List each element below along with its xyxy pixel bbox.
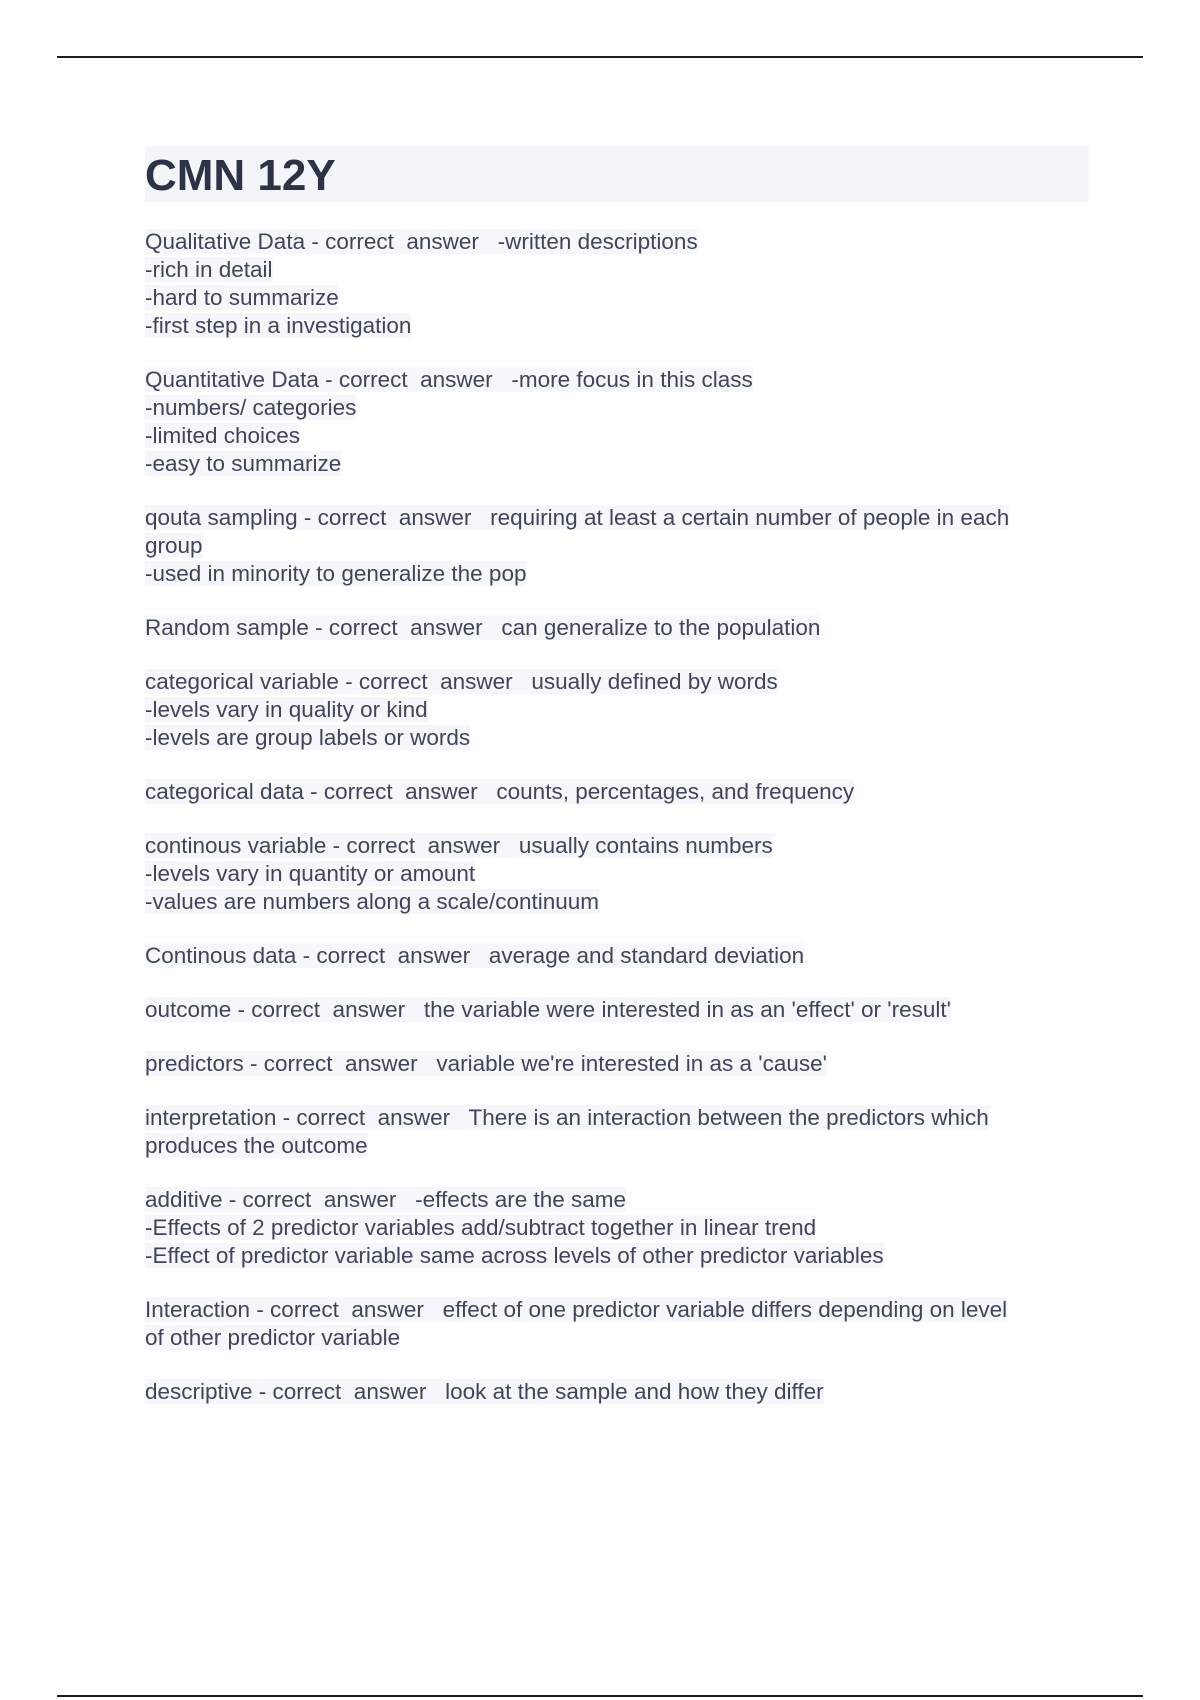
entry-text: -Effect of predictor variable same across levels of other predictor variables <box>145 1243 884 1268</box>
entry-text: group <box>145 533 203 558</box>
entry-term-line <box>145 668 1089 696</box>
entry-text: descriptive - correct answer look at the sample and how they differ <box>145 1379 824 1404</box>
flashcard-entry <box>145 1296 1089 1352</box>
entry-text: -levels vary in quantity or amount <box>145 861 476 886</box>
entry-detail-line <box>145 888 1089 916</box>
entry-text: outcome - correct answer the variable were interested in as an 'effect' or 'result' <box>145 997 951 1022</box>
entry-term-line <box>145 614 1089 642</box>
entry-text: Qualitative Data - correct answer -written descriptions <box>145 229 698 254</box>
entry-term-line <box>145 1378 1089 1406</box>
entry-detail-line <box>145 1214 1089 1242</box>
flashcard-entry <box>145 942 1089 970</box>
entry-term-line <box>145 778 1089 806</box>
flashcard-entry <box>145 778 1089 806</box>
entry-text: -limited choices <box>145 423 301 448</box>
flashcard-entry <box>145 668 1089 752</box>
flashcard-entry <box>145 996 1089 1024</box>
entry-detail-line <box>145 1324 1089 1352</box>
entry-text: Continous data - correct answer average and standard deviation <box>145 943 805 968</box>
entry-detail-line <box>145 284 1089 312</box>
entry-detail-line <box>145 860 1089 888</box>
flashcard-list <box>145 228 1089 1406</box>
flashcard-entry <box>145 614 1089 642</box>
entry-text: Random sample - correct answer can generalize to the population <box>145 615 821 640</box>
entry-term-line <box>145 942 1089 970</box>
entry-detail-line <box>145 1132 1089 1160</box>
entry-detail-line <box>145 394 1089 422</box>
entry-detail-line <box>145 696 1089 724</box>
entry-text: continous variable - correct answer usually contains numbers <box>145 833 773 858</box>
entry-term-line <box>145 1104 1089 1132</box>
entry-detail-line <box>145 422 1089 450</box>
top-rule <box>57 56 1143 58</box>
entry-text: -levels vary in quality or kind <box>145 697 428 722</box>
entry-detail-line <box>145 1242 1089 1270</box>
entry-text: of other predictor variable <box>145 1325 401 1350</box>
entry-text: qouta sampling - correct answer requiring at least a certain number of people in each <box>145 505 1010 530</box>
entry-text: categorical variable - correct answer usually defined by words <box>145 669 778 694</box>
entry-term-line <box>145 1050 1089 1078</box>
entry-text: -used in minority to generalize the pop <box>145 561 527 586</box>
entry-detail-line <box>145 256 1089 284</box>
entry-text: interpretation - correct answer There is an interaction between the predictors which <box>145 1105 989 1130</box>
flashcard-entry <box>145 1050 1089 1078</box>
document-title: CMN 12Y <box>145 151 336 200</box>
entry-text: produces the outcome <box>145 1133 368 1158</box>
entry-text: Interaction - correct answer effect of one predictor variable differs depending on level <box>145 1297 1008 1322</box>
entry-detail-line <box>145 724 1089 752</box>
document-body <box>145 146 1089 1432</box>
entry-detail-line <box>145 560 1089 588</box>
flashcard-entry <box>145 1104 1089 1160</box>
flashcard-entry <box>145 1378 1089 1406</box>
flashcard-entry <box>145 1186 1089 1270</box>
entry-text: -first step in a investigation <box>145 313 412 338</box>
bottom-rule <box>57 1695 1143 1697</box>
flashcard-entry <box>145 366 1089 478</box>
title-band <box>145 146 1089 202</box>
entry-detail-line <box>145 450 1089 478</box>
entry-text: predictors - correct answer variable we're interested in as a 'cause' <box>145 1051 827 1076</box>
entry-term-line <box>145 996 1089 1024</box>
entry-text: -easy to summarize <box>145 451 342 476</box>
entry-detail-line <box>145 312 1089 340</box>
entry-text: additive - correct answer -effects are the same <box>145 1187 627 1212</box>
entry-text: categorical data - correct answer counts, percentages, and frequency <box>145 779 855 804</box>
flashcard-entry <box>145 504 1089 588</box>
entry-text: -rich in detail <box>145 257 273 282</box>
entry-text: -values are numbers along a scale/continuum <box>145 889 599 914</box>
entry-term-line <box>145 832 1089 860</box>
entry-term-line <box>145 366 1089 394</box>
entry-text: Quantitative Data - correct answer -more focus in this class <box>145 367 753 392</box>
entry-text: -Effects of 2 predictor variables add/subtract together in linear trend <box>145 1215 817 1240</box>
entry-text: -levels are group labels or words <box>145 725 471 750</box>
entry-term-line <box>145 1296 1089 1324</box>
entry-detail-line <box>145 532 1089 560</box>
flashcard-entry <box>145 832 1089 916</box>
flashcard-entry <box>145 228 1089 340</box>
entry-term-line <box>145 504 1089 532</box>
entry-term-line <box>145 1186 1089 1214</box>
entry-text: -hard to summarize <box>145 285 339 310</box>
entry-term-line <box>145 228 1089 256</box>
entry-text: -numbers/ categories <box>145 395 357 420</box>
